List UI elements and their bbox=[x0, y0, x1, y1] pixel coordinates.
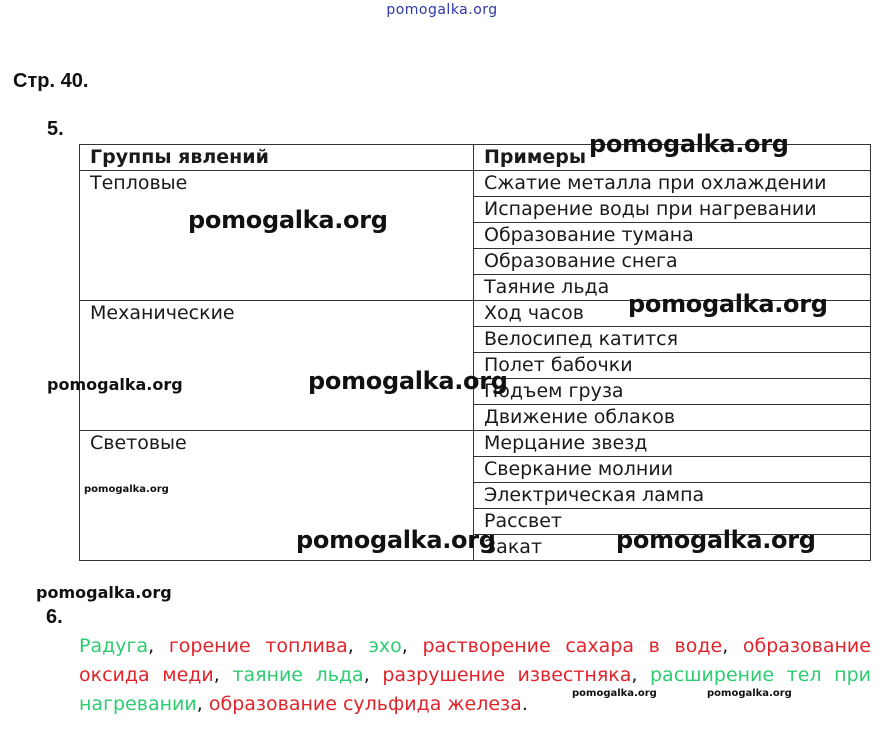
example-cell: Закат bbox=[474, 535, 871, 561]
phenomenon-chemical: растворение сахара в воде bbox=[422, 635, 723, 657]
phenomenon-physical: Радуга bbox=[79, 635, 149, 657]
example-cell: Образование тумана bbox=[474, 223, 871, 249]
watermark: pomogalka.org bbox=[308, 367, 508, 395]
example-cell: Движение облаков bbox=[474, 405, 871, 431]
page-title: Стр. 40. bbox=[13, 70, 89, 92]
header-watermark: pomogalka.org bbox=[386, 2, 498, 18]
watermark: pomogalka.org bbox=[628, 290, 828, 318]
group-name-light: Световые bbox=[80, 431, 474, 561]
example-cell: Сверкание молнии bbox=[474, 457, 871, 483]
watermark: pomogalka.org bbox=[296, 526, 496, 554]
task-6-answer: Радуга, горение топлива, эхо, растворение сахара в воде, образование оксида меди, таяние льда, разрушение известняка, расширение тел при нагревании, образование сульфида железа. bbox=[79, 635, 871, 715]
phenomenon-physical: таяние льда bbox=[232, 664, 364, 686]
watermark: pomogalka.org bbox=[707, 688, 792, 699]
phenomenon-chemical: разрушение известняка bbox=[382, 664, 632, 686]
watermark: pomogalka.org bbox=[36, 583, 172, 602]
group-name-thermal: Тепловые bbox=[80, 171, 474, 301]
table-row bbox=[80, 171, 871, 197]
example-cell: Сжатие металла при охлаждении bbox=[474, 171, 871, 197]
example-cell: Полет бабочки bbox=[474, 353, 871, 379]
example-cell: Электрическая лампа bbox=[474, 483, 871, 509]
column-header-examples: Примеры bbox=[474, 145, 871, 171]
example-cell: Образование снега bbox=[474, 249, 871, 275]
example-cell: Испарение воды при нагревании bbox=[474, 197, 871, 223]
group-name-mechanical: Механические bbox=[80, 301, 474, 431]
watermark: pomogalka.org bbox=[84, 484, 169, 495]
phenomenon-chemical: образование оксида меди bbox=[79, 635, 871, 686]
phenomenon-physical: эхо bbox=[368, 635, 402, 657]
column-header-groups: Группы явлений bbox=[80, 145, 474, 171]
task-6-number: 6. bbox=[46, 606, 63, 628]
example-cell: Ход часов bbox=[474, 301, 871, 327]
phenomenon-physical: расширение тел при нагревании bbox=[79, 664, 871, 715]
watermark: pomogalka.org bbox=[589, 130, 789, 158]
example-cell: Рассвет bbox=[474, 509, 871, 535]
table-row bbox=[80, 431, 871, 457]
task-5-number: 5. bbox=[47, 118, 64, 140]
example-cell: Таяние льда bbox=[474, 275, 871, 301]
watermark: pomogalka.org bbox=[616, 526, 816, 554]
phenomenon-chemical: горение топлива bbox=[168, 635, 348, 657]
watermark: pomogalka.org bbox=[572, 688, 657, 699]
example-cell: Подъем груза bbox=[474, 379, 871, 405]
example-cell: Мерцание звезд bbox=[474, 431, 871, 457]
watermark: pomogalka.org bbox=[188, 206, 388, 234]
example-cell: Велосипед катится bbox=[474, 327, 871, 353]
watermark: pomogalka.org bbox=[47, 375, 183, 394]
phenomenon-chemical: образование сульфида железа bbox=[208, 693, 522, 715]
